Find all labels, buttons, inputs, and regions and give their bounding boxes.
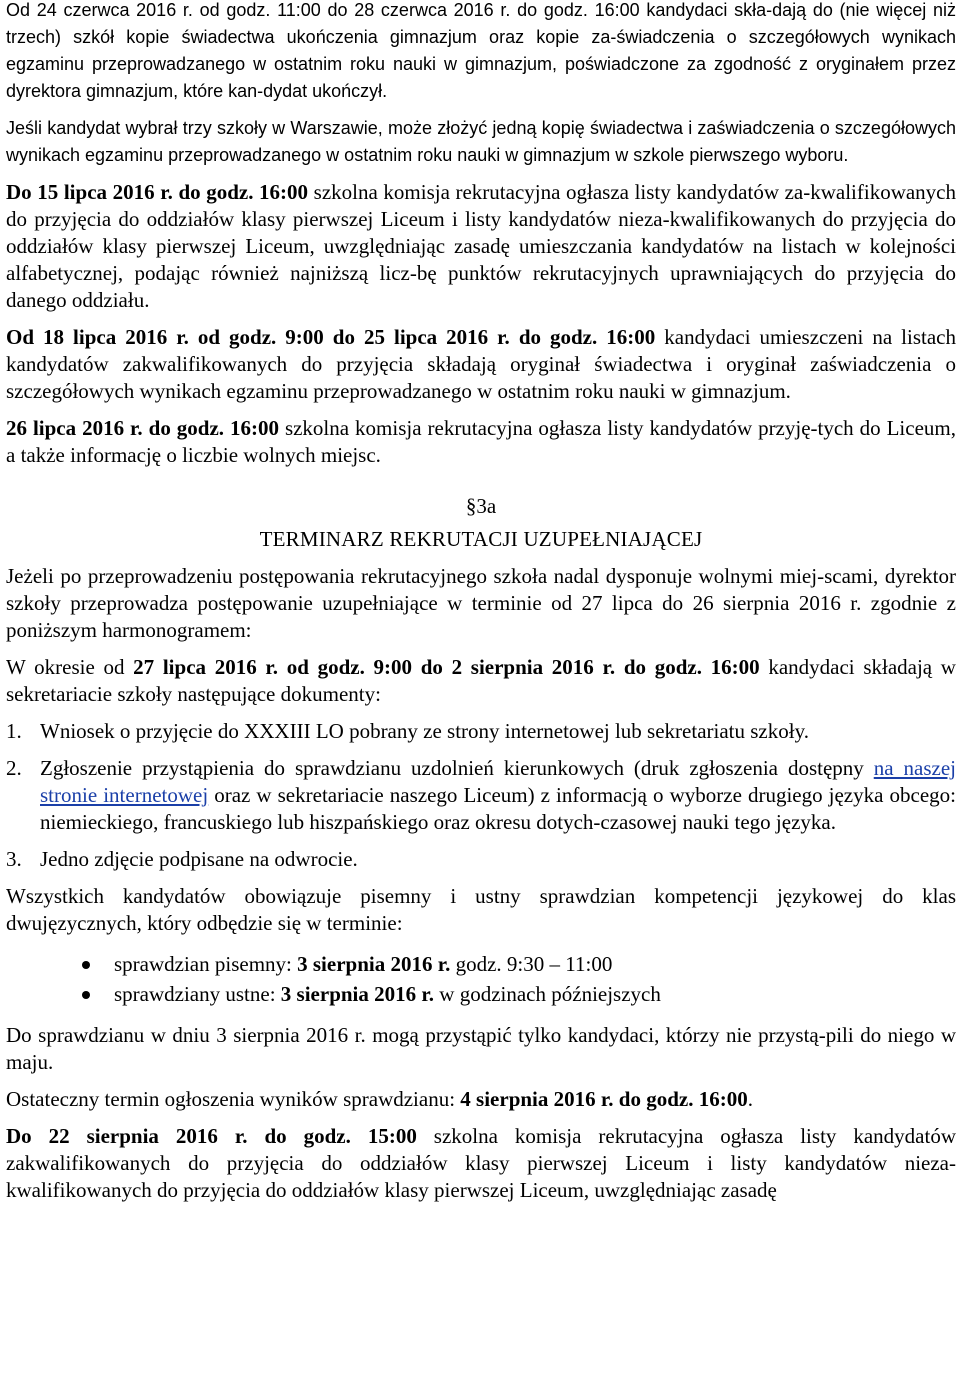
section-heading: TERMINARZ REKRUTACJI UZUPEŁNIAJĄCEJ bbox=[259, 527, 703, 551]
paragraph-originals-submission bbox=[6, 324, 956, 405]
text-fragment: godz. 9:30 – 11:00 bbox=[450, 952, 613, 976]
list-text bbox=[40, 755, 956, 836]
list-item bbox=[6, 981, 956, 1008]
bullet-icon bbox=[6, 981, 114, 1008]
list-text: Wniosek o przyjęcie do XXXIII LO pobrany ze strony internetowej lub sekretariatu szkoły. bbox=[40, 719, 809, 743]
list-number: 2. bbox=[6, 756, 22, 780]
date-bold: 3 sierpnia 2016 r. bbox=[297, 952, 451, 976]
list-number: 1. bbox=[6, 719, 22, 743]
text-fragment: szkolna komisja rekrutacyjna ogłasza listy kandydatów zakwalifikowanych do przyjęcia do oddziałów klasy pierwszej Liceum i listy kandydatów nieza-kwalifikowanych do przyjęcia do oddziałów klasy pierwszej Liceum, uwzględniając zasadę bbox=[6, 1124, 957, 1202]
list-item bbox=[6, 755, 956, 836]
text-fragment: Od bbox=[6, 0, 37, 20]
paragraph-language-exam: Wszystkich kandydatów obowiązuje pisemny i ustny sprawdzian kompetencji językowej do klas dwujęzycznych, który odbędzie się w terminie: bbox=[6, 884, 956, 935]
text-fragment: szkolna komisja rekrutacyjna ogłasza listy kandydatów przyję-tych do Liceum, a także informację o liczbie wolnych miejsc. bbox=[6, 416, 956, 467]
text-fragment: sprawdzian pisemny: bbox=[114, 952, 298, 976]
website-link[interactable]: na naszej stronie internetowej bbox=[40, 756, 956, 807]
deadline-bold: 26 lipca 2016 r. do godz. 16:00 bbox=[6, 416, 279, 440]
text-fragment: sprawdziany ustne: bbox=[114, 982, 281, 1006]
deadline-bold: Do 15 lipca 2016 r. do godz. 16:00 bbox=[6, 180, 309, 204]
date-range: 24 czerwca 2016 r. od godz. 11:00 do 28 czerwca 2016 r. do godz. 16:00 bbox=[36, 0, 640, 20]
section-number: §3a bbox=[465, 494, 497, 518]
list-text bbox=[114, 951, 612, 978]
text-fragment: kandydaci umieszczeni na listach kandydatów zakwalifikowanych do przyjęcia składają oryginał świadectwa i oryginał zaświadczenia o szczegółowych wynikach egzaminu przeprowadzanego w ostatnim roku nauki w gimnazjum. bbox=[6, 325, 956, 403]
text-fragment: Ostateczny termin ogłoszenia wyników sprawdzianu: bbox=[6, 1087, 461, 1111]
deadline-bold: 4 sierpnia 2016 r. do godz. 16:00 bbox=[460, 1087, 748, 1111]
paragraph-copy-submission bbox=[6, 0, 956, 105]
list-number: 3. bbox=[6, 847, 22, 871]
documents-list bbox=[6, 718, 956, 873]
paragraph-admitted-lists bbox=[6, 415, 956, 469]
deadline-bold: Od 18 lipca 2016 r. od godz. 9:00 do 25 lipca 2016 r. do godz. 16:00 bbox=[6, 325, 656, 349]
exam-dates-list bbox=[6, 951, 956, 1008]
text-fragment: kandydaci skła-dają do (nie więcej niż trzech) szkół kopie świadectwa ukończenia gimnazjum oraz kopie za-świadczenia o szczegółowych wynikach egzaminu przeprowadzanego w ostatnim roku nauki w gimnazjum, poświadczone za zgodność z oryginałem przez dyrektora gimnazjum, które kan-dydat ukończył. bbox=[6, 0, 956, 101]
deadline-bold: Do 22 sierpnia 2016 r. do godz. 15:00 bbox=[6, 1124, 417, 1148]
paragraph-final-lists bbox=[6, 1123, 956, 1204]
paragraph-warsaw-note: Jeśli kandydat wybrał trzy szkoły w Warszawie, może złożyć jedną kopię świadectwa i zaświadczenia o szczegółowych wynikach egzaminu przeprowadzanego w ostatnim roku nauki w gimnazjum w szkole pierwszego wyboru. bbox=[6, 118, 956, 165]
list-text bbox=[114, 981, 661, 1008]
list-item bbox=[6, 846, 956, 873]
text-fragment: W okresie od bbox=[6, 655, 134, 679]
text-fragment: szkolna komisja rekrutacyjna ogłasza listy kandydatów za-kwalifikowanych do przyjęcia do oddziałów klasy pierwszej Liceum i listy kandydatów nieza-kwalifikowanych do przyjęcia do oddziałów klasy pierwszej Liceum, uwzględniając zasadę umieszczania kandydatów na listach w kolejności alfabetycznej, podając również najniższą licz-bę punktów rekrutacyjnych uprawniających do przyjęcia do danego oddziału. bbox=[6, 180, 957, 312]
bullet-icon bbox=[6, 951, 114, 978]
paragraph-exam-eligibility: Do sprawdzianu w dniu 3 sierpnia 2016 r. mogą przystąpić tylko kandydaci, którzy nie przystą-pili do niego w maju. bbox=[6, 1023, 956, 1074]
list-text: Jedno zdjęcie podpisane na odwrocie. bbox=[40, 847, 358, 871]
paragraph-documents-period bbox=[6, 654, 956, 708]
date-bold: 3 sierpnia 2016 r. bbox=[280, 982, 435, 1006]
paragraph-qualified-lists bbox=[6, 179, 956, 314]
paragraph-supplementary-intro: Jeżeli po przeprowadzeniu postępowania rekrutacyjnego szkoła nadal dysponuje wolnymi miej-scami, dyrektor szkoły przeprowadza postępowanie uzupełniające w terminie od 27 lipca do 26 sierpnia 2016 r. zgodnie z poniższym harmonogramem: bbox=[6, 564, 956, 642]
paragraph-results-date bbox=[6, 1086, 956, 1113]
text-fragment: Zgłoszenie przystąpienia do sprawdzianu uzdolnień kierunkowych (druk zgłoszenia dostępny bbox=[40, 756, 874, 780]
text-fragment: kandydaci składają w sekretariacie szkoły następujące dokumenty: bbox=[6, 655, 956, 706]
text-fragment: w godzinach późniejszych bbox=[434, 982, 661, 1006]
text-fragment: oraz w sekretariacie naszego Liceum) z informacją o wyborze drugiego języka obcego: niemieckiego, francuskiego lub hiszpańskiego oraz okresu dotych-czasowej nauki tego języka. bbox=[40, 783, 956, 834]
document-page bbox=[6, 0, 956, 1214]
text-fragment: . bbox=[747, 1087, 753, 1111]
list-item bbox=[6, 951, 956, 978]
deadline-bold: 27 lipca 2016 r. od godz. 9:00 do 2 sierpnia 2016 r. do godz. 16:00 bbox=[133, 655, 760, 679]
list-item bbox=[6, 718, 956, 745]
